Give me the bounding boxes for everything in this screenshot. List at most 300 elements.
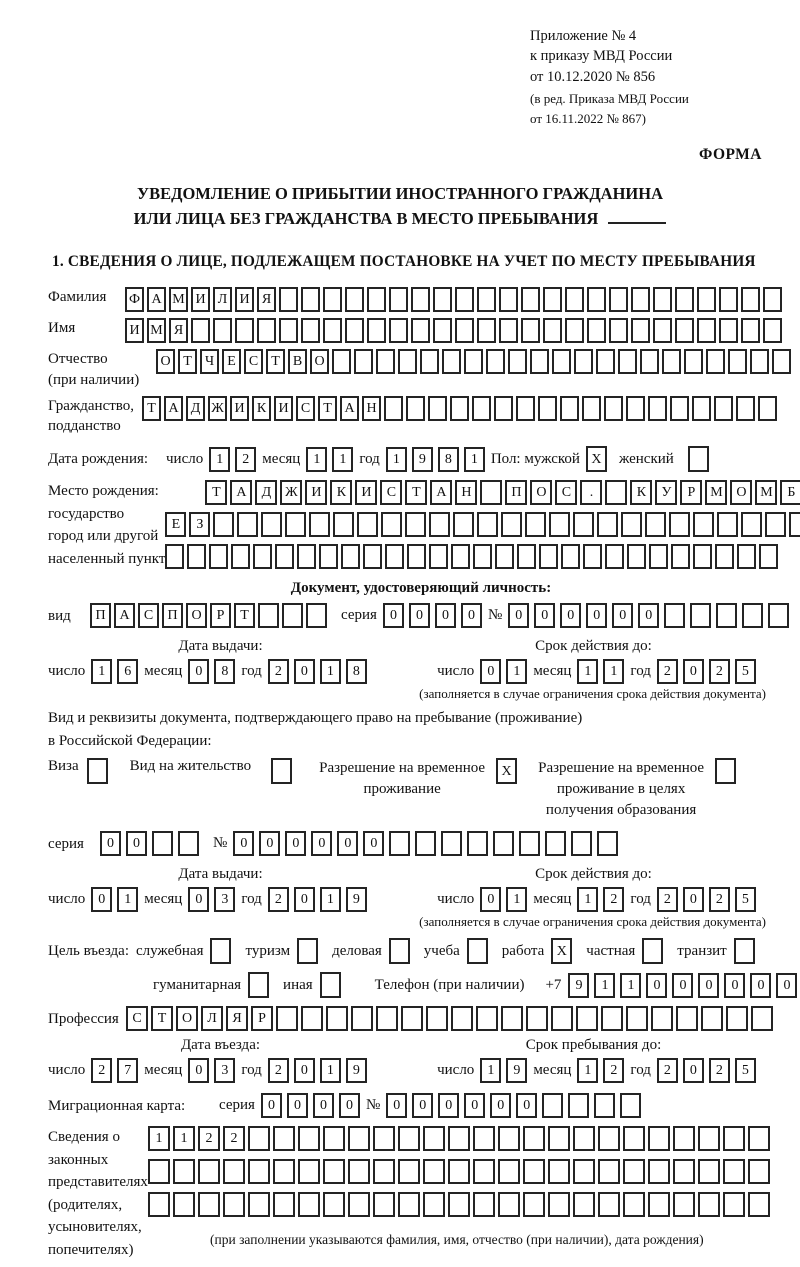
form-cell-empty[interactable] <box>480 480 502 505</box>
form-cell-empty[interactable] <box>501 512 522 537</box>
form-cell-empty[interactable] <box>715 758 736 784</box>
form-cell-filled[interactable]: 0 <box>259 831 280 856</box>
form-cell-filled[interactable]: Е <box>165 512 186 537</box>
form-cell-empty[interactable] <box>389 938 410 964</box>
form-cell-empty[interactable] <box>173 1192 195 1217</box>
form-cell-empty[interactable] <box>723 1159 745 1184</box>
form-cell-empty[interactable] <box>389 287 408 312</box>
form-cell-empty[interactable] <box>348 1126 370 1151</box>
form-cell-empty[interactable] <box>345 287 364 312</box>
form-cell-empty[interactable] <box>597 831 618 856</box>
form-cell-empty[interactable] <box>494 396 513 421</box>
form-cell-empty[interactable] <box>415 831 436 856</box>
form-cell-empty[interactable] <box>376 349 395 374</box>
form-cell-empty[interactable] <box>231 544 250 569</box>
form-cell-empty[interactable] <box>573 1192 595 1217</box>
form-cell-filled[interactable]: 0 <box>612 603 633 628</box>
form-cell-filled[interactable]: 5 <box>735 887 756 912</box>
form-cell-empty[interactable] <box>411 287 430 312</box>
form-cell-empty[interactable] <box>367 287 386 312</box>
form-cell-empty[interactable] <box>406 396 425 421</box>
form-cell-filled[interactable]: С <box>380 480 402 505</box>
form-cell-empty[interactable] <box>560 396 579 421</box>
form-cell-empty[interactable] <box>519 831 540 856</box>
form-cell-empty[interactable] <box>451 544 470 569</box>
form-cell-empty[interactable] <box>433 318 452 343</box>
form-cell-empty[interactable] <box>477 318 496 343</box>
form-cell-empty[interactable] <box>648 1159 670 1184</box>
form-cell-empty[interactable] <box>715 544 734 569</box>
form-cell-filled[interactable]: А <box>430 480 452 505</box>
form-cell-filled[interactable]: 0 <box>294 659 315 684</box>
form-cell-filled[interactable]: 2 <box>91 1058 112 1083</box>
form-cell-empty[interactable] <box>648 1126 670 1151</box>
form-cell-filled[interactable]: 9 <box>346 887 367 912</box>
form-cell-empty[interactable] <box>684 349 703 374</box>
form-cell-empty[interactable] <box>223 1192 245 1217</box>
form-cell-empty[interactable] <box>642 938 663 964</box>
form-cell-filled[interactable]: 9 <box>568 973 589 998</box>
form-cell-filled[interactable]: 0 <box>311 831 332 856</box>
form-cell-filled[interactable]: Р <box>680 480 702 505</box>
form-cell-empty[interactable] <box>467 938 488 964</box>
form-cell-filled[interactable]: 9 <box>506 1058 527 1083</box>
form-cell-empty[interactable] <box>706 349 725 374</box>
form-cell-empty[interactable] <box>565 287 584 312</box>
form-cell-filled[interactable]: Ф <box>125 287 144 312</box>
form-cell-empty[interactable] <box>223 1159 245 1184</box>
form-cell-filled[interactable]: 1 <box>620 973 641 998</box>
form-cell-empty[interactable] <box>594 1093 615 1118</box>
form-cell-empty[interactable] <box>763 318 782 343</box>
form-cell-empty[interactable] <box>426 1006 448 1031</box>
form-cell-empty[interactable] <box>673 1159 695 1184</box>
form-cell-empty[interactable] <box>631 318 650 343</box>
form-cell-filled[interactable]: А <box>230 480 252 505</box>
form-cell-empty[interactable] <box>573 1159 595 1184</box>
form-cell-filled[interactable]: О <box>310 349 329 374</box>
form-cell-filled[interactable]: С <box>138 603 159 628</box>
form-cell-filled[interactable]: И <box>235 287 254 312</box>
form-cell-empty[interactable] <box>508 349 527 374</box>
form-cell-empty[interactable] <box>620 1093 641 1118</box>
form-cell-filled[interactable]: 0 <box>313 1093 334 1118</box>
form-cell-filled[interactable]: 8 <box>214 659 235 684</box>
form-cell-filled[interactable]: 1 <box>480 1058 501 1083</box>
form-cell-empty[interactable] <box>561 544 580 569</box>
form-cell-empty[interactable] <box>698 1159 720 1184</box>
form-cell-filled[interactable]: Н <box>455 480 477 505</box>
form-cell-empty[interactable] <box>213 512 234 537</box>
form-cell-filled[interactable]: 0 <box>750 973 771 998</box>
form-cell-filled[interactable]: И <box>191 287 210 312</box>
form-cell-empty[interactable] <box>441 831 462 856</box>
form-cell-filled[interactable]: Р <box>210 603 231 628</box>
form-cell-empty[interactable] <box>675 318 694 343</box>
form-cell-empty[interactable] <box>420 349 439 374</box>
form-cell-filled[interactable]: 0 <box>480 659 501 684</box>
form-cell-empty[interactable] <box>631 287 650 312</box>
form-cell-empty[interactable] <box>551 1006 573 1031</box>
form-cell-filled[interactable]: 2 <box>235 447 256 472</box>
form-cell-empty[interactable] <box>448 1159 470 1184</box>
form-cell-empty[interactable] <box>623 1159 645 1184</box>
form-cell-empty[interactable] <box>309 512 330 537</box>
form-cell-empty[interactable] <box>688 446 709 472</box>
form-cell-empty[interactable] <box>333 512 354 537</box>
form-cell-empty[interactable] <box>450 396 469 421</box>
form-cell-empty[interactable] <box>326 1006 348 1031</box>
form-cell-empty[interactable] <box>742 603 763 628</box>
form-cell-filled[interactable]: 0 <box>683 659 704 684</box>
form-cell-empty[interactable] <box>609 318 628 343</box>
form-cell-filled[interactable]: 0 <box>461 603 482 628</box>
form-cell-filled[interactable]: 2 <box>709 887 730 912</box>
form-cell-empty[interactable] <box>750 349 769 374</box>
form-cell-empty[interactable] <box>548 1126 570 1151</box>
form-cell-filled[interactable]: С <box>126 1006 148 1031</box>
form-cell-filled[interactable]: Ж <box>208 396 227 421</box>
form-cell-filled[interactable]: 2 <box>603 1058 624 1083</box>
form-cell-filled[interactable]: 1 <box>320 659 341 684</box>
form-cell-filled[interactable]: 0 <box>776 973 797 998</box>
form-cell-empty[interactable] <box>376 1006 398 1031</box>
form-cell-empty[interactable] <box>701 1006 723 1031</box>
form-cell-empty[interactable] <box>605 544 624 569</box>
form-cell-filled[interactable]: Т <box>234 603 255 628</box>
form-cell-filled[interactable]: 2 <box>657 1058 678 1083</box>
form-cell-filled[interactable]: П <box>505 480 527 505</box>
form-cell-empty[interactable] <box>538 396 557 421</box>
form-cell-filled[interactable]: Т <box>178 349 197 374</box>
form-cell-empty[interactable] <box>178 831 199 856</box>
form-cell-filled[interactable]: 0 <box>534 603 555 628</box>
form-cell-empty[interactable] <box>381 512 402 537</box>
form-cell-filled[interactable]: 1 <box>320 887 341 912</box>
form-cell-empty[interactable] <box>523 1159 545 1184</box>
form-cell-empty[interactable] <box>526 1006 548 1031</box>
form-cell-empty[interactable] <box>664 603 685 628</box>
form-cell-empty[interactable] <box>405 512 426 537</box>
form-cell-filled[interactable]: 2 <box>709 1058 730 1083</box>
form-cell-empty[interactable] <box>213 318 232 343</box>
form-cell-filled[interactable]: М <box>169 287 188 312</box>
form-cell-empty[interactable] <box>271 758 292 784</box>
form-cell-filled[interactable]: 1 <box>506 887 527 912</box>
form-cell-filled[interactable]: 0 <box>672 973 693 998</box>
form-cell-filled[interactable]: 3 <box>214 1058 235 1083</box>
form-cell-empty[interactable] <box>373 1159 395 1184</box>
form-cell-empty[interactable] <box>626 1006 648 1031</box>
form-cell-empty[interactable] <box>373 1126 395 1151</box>
form-cell-empty[interactable] <box>582 396 601 421</box>
form-cell-empty[interactable] <box>455 287 474 312</box>
form-cell-empty[interactable] <box>306 603 327 628</box>
form-cell-filled[interactable]: 2 <box>657 659 678 684</box>
form-cell-empty[interactable] <box>398 1126 420 1151</box>
form-cell-empty[interactable] <box>523 1192 545 1217</box>
form-cell-empty[interactable] <box>748 1159 770 1184</box>
form-cell-empty[interactable] <box>772 349 791 374</box>
form-cell-empty[interactable] <box>209 544 228 569</box>
form-cell-empty[interactable] <box>237 512 258 537</box>
form-cell-empty[interactable] <box>398 1192 420 1217</box>
form-cell-filled[interactable]: Т <box>205 480 227 505</box>
form-cell-filled[interactable]: Н <box>362 396 381 421</box>
form-cell-empty[interactable] <box>448 1192 470 1217</box>
form-cell-empty[interactable] <box>401 1006 423 1031</box>
form-cell-empty[interactable] <box>676 1006 698 1031</box>
form-cell-filled[interactable]: А <box>164 396 183 421</box>
form-cell-empty[interactable] <box>748 1126 770 1151</box>
form-cell-empty[interactable] <box>623 1126 645 1151</box>
form-cell-filled[interactable]: 1 <box>577 887 598 912</box>
form-cell-empty[interactable] <box>210 938 231 964</box>
form-cell-empty[interactable] <box>297 544 316 569</box>
form-cell-empty[interactable] <box>198 1192 220 1217</box>
form-cell-empty[interactable] <box>348 1159 370 1184</box>
form-cell-empty[interactable] <box>601 1006 623 1031</box>
form-cell-filled[interactable]: В <box>288 349 307 374</box>
form-cell-empty[interactable] <box>574 349 593 374</box>
form-cell-empty[interactable] <box>741 318 760 343</box>
form-cell-empty[interactable] <box>429 544 448 569</box>
form-cell-empty[interactable] <box>789 512 800 537</box>
form-cell-empty[interactable] <box>301 287 320 312</box>
form-cell-filled[interactable]: Я <box>169 318 188 343</box>
form-cell-filled[interactable]: Т <box>266 349 285 374</box>
form-cell-empty[interactable] <box>428 396 447 421</box>
form-cell-empty[interactable] <box>734 938 755 964</box>
form-cell-empty[interactable] <box>698 1126 720 1151</box>
form-cell-empty[interactable] <box>332 349 351 374</box>
form-cell-filled[interactable]: 5 <box>735 1058 756 1083</box>
form-cell-filled[interactable]: 0 <box>386 1093 407 1118</box>
form-cell-empty[interactable] <box>741 287 760 312</box>
form-cell-filled[interactable]: Ч <box>200 349 219 374</box>
form-cell-filled[interactable]: К <box>330 480 352 505</box>
form-cell-empty[interactable] <box>662 349 681 374</box>
form-cell-filled[interactable]: 0 <box>638 603 659 628</box>
form-cell-empty[interactable] <box>323 318 342 343</box>
form-cell-empty[interactable] <box>623 1192 645 1217</box>
form-cell-empty[interactable] <box>583 544 602 569</box>
form-cell-empty[interactable] <box>407 544 426 569</box>
form-cell-empty[interactable] <box>693 512 714 537</box>
form-cell-empty[interactable] <box>697 287 716 312</box>
form-cell-empty[interactable] <box>768 603 789 628</box>
form-cell-empty[interactable] <box>148 1159 170 1184</box>
form-cell-empty[interactable] <box>648 1192 670 1217</box>
form-cell-filled[interactable]: Л <box>201 1006 223 1031</box>
form-cell-empty[interactable] <box>748 1192 770 1217</box>
form-cell-empty[interactable] <box>618 349 637 374</box>
form-cell-filled[interactable]: З <box>189 512 210 537</box>
form-cell-filled[interactable]: Я <box>226 1006 248 1031</box>
form-cell-filled[interactable]: 0 <box>409 603 430 628</box>
form-cell-filled[interactable]: Т <box>151 1006 173 1031</box>
form-cell-empty[interactable] <box>354 349 373 374</box>
form-cell-empty[interactable] <box>273 1159 295 1184</box>
form-cell-filled[interactable]: О <box>176 1006 198 1031</box>
form-cell-filled[interactable]: X <box>586 446 607 472</box>
form-cell-filled[interactable]: X <box>496 758 517 784</box>
form-cell-empty[interactable] <box>719 287 738 312</box>
form-cell-empty[interactable] <box>609 287 628 312</box>
form-cell-empty[interactable] <box>389 318 408 343</box>
form-cell-empty[interactable] <box>605 480 627 505</box>
form-cell-filled[interactable]: С <box>296 396 315 421</box>
form-cell-empty[interactable] <box>587 287 606 312</box>
form-cell-filled[interactable]: 0 <box>724 973 745 998</box>
form-cell-filled[interactable]: 8 <box>346 659 367 684</box>
form-cell-empty[interactable] <box>499 318 518 343</box>
form-cell-filled[interactable]: X <box>551 938 572 964</box>
form-cell-filled[interactable]: 0 <box>261 1093 282 1118</box>
form-cell-empty[interactable] <box>539 544 558 569</box>
form-cell-empty[interactable] <box>763 287 782 312</box>
form-cell-filled[interactable]: А <box>147 287 166 312</box>
form-cell-empty[interactable] <box>385 544 404 569</box>
form-cell-filled[interactable]: 8 <box>438 447 459 472</box>
form-cell-filled[interactable]: 0 <box>100 831 121 856</box>
form-cell-empty[interactable] <box>499 287 518 312</box>
form-cell-filled[interactable]: Я <box>257 287 276 312</box>
form-cell-empty[interactable] <box>285 512 306 537</box>
form-cell-filled[interactable]: П <box>90 603 111 628</box>
form-cell-filled[interactable]: 9 <box>346 1058 367 1083</box>
form-cell-filled[interactable]: 0 <box>287 1093 308 1118</box>
form-cell-empty[interactable] <box>448 1126 470 1151</box>
form-cell-filled[interactable]: И <box>230 396 249 421</box>
form-cell-empty[interactable] <box>433 287 452 312</box>
form-cell-empty[interactable] <box>698 1192 720 1217</box>
form-cell-empty[interactable] <box>298 1126 320 1151</box>
form-cell-empty[interactable] <box>341 544 360 569</box>
form-cell-empty[interactable] <box>411 318 430 343</box>
form-cell-filled[interactable]: 6 <box>117 659 138 684</box>
form-cell-empty[interactable] <box>273 1126 295 1151</box>
form-cell-empty[interactable] <box>323 287 342 312</box>
form-cell-empty[interactable] <box>728 349 747 374</box>
form-cell-filled[interactable]: М <box>755 480 777 505</box>
form-cell-filled[interactable]: Е <box>222 349 241 374</box>
form-cell-empty[interactable] <box>573 512 594 537</box>
form-cell-filled[interactable]: И <box>355 480 377 505</box>
form-cell-empty[interactable] <box>323 1192 345 1217</box>
form-cell-empty[interactable] <box>653 318 672 343</box>
form-cell-empty[interactable] <box>495 544 514 569</box>
form-cell-empty[interactable] <box>692 396 711 421</box>
form-cell-filled[interactable]: Ж <box>280 480 302 505</box>
form-cell-filled[interactable]: 1 <box>209 447 230 472</box>
form-cell-empty[interactable] <box>472 396 491 421</box>
form-cell-empty[interactable] <box>723 1126 745 1151</box>
form-cell-empty[interactable] <box>565 318 584 343</box>
form-cell-filled[interactable]: С <box>244 349 263 374</box>
form-cell-empty[interactable] <box>345 318 364 343</box>
form-cell-empty[interactable] <box>248 1192 270 1217</box>
form-cell-empty[interactable] <box>248 972 269 998</box>
form-cell-filled[interactable]: 2 <box>709 659 730 684</box>
form-cell-empty[interactable] <box>384 396 403 421</box>
form-cell-filled[interactable]: 0 <box>464 1093 485 1118</box>
form-cell-filled[interactable]: Б <box>780 480 800 505</box>
form-cell-filled[interactable]: . <box>580 480 602 505</box>
form-cell-empty[interactable] <box>759 544 778 569</box>
form-cell-empty[interactable] <box>651 1006 673 1031</box>
form-cell-empty[interactable] <box>573 1126 595 1151</box>
form-cell-empty[interactable] <box>253 544 272 569</box>
form-cell-empty[interactable] <box>640 349 659 374</box>
form-cell-filled[interactable]: 0 <box>490 1093 511 1118</box>
form-cell-empty[interactable] <box>398 1159 420 1184</box>
form-cell-empty[interactable] <box>717 512 738 537</box>
form-cell-filled[interactable]: 2 <box>268 887 289 912</box>
form-cell-empty[interactable] <box>751 1006 773 1031</box>
form-cell-filled[interactable]: Т <box>142 396 161 421</box>
form-cell-empty[interactable] <box>673 1126 695 1151</box>
form-cell-empty[interactable] <box>649 544 668 569</box>
form-cell-filled[interactable]: 2 <box>268 659 289 684</box>
form-cell-filled[interactable]: Р <box>251 1006 273 1031</box>
form-cell-empty[interactable] <box>530 349 549 374</box>
form-cell-empty[interactable] <box>693 544 712 569</box>
form-cell-empty[interactable] <box>542 1093 563 1118</box>
form-cell-filled[interactable]: 0 <box>188 1058 209 1083</box>
form-cell-empty[interactable] <box>670 396 689 421</box>
form-cell-filled[interactable]: 3 <box>214 887 235 912</box>
form-cell-filled[interactable]: 1 <box>386 447 407 472</box>
form-cell-filled[interactable]: 1 <box>320 1058 341 1083</box>
form-cell-filled[interactable]: 1 <box>577 659 598 684</box>
form-cell-empty[interactable] <box>716 603 737 628</box>
form-cell-filled[interactable]: 1 <box>506 659 527 684</box>
form-cell-filled[interactable]: 0 <box>435 603 456 628</box>
form-cell-empty[interactable] <box>736 396 755 421</box>
form-cell-empty[interactable] <box>726 1006 748 1031</box>
form-cell-empty[interactable] <box>627 544 646 569</box>
form-cell-empty[interactable] <box>279 318 298 343</box>
form-cell-empty[interactable] <box>549 512 570 537</box>
form-cell-empty[interactable] <box>675 287 694 312</box>
form-cell-filled[interactable]: А <box>114 603 135 628</box>
form-cell-empty[interactable] <box>626 396 645 421</box>
form-cell-filled[interactable]: К <box>630 480 652 505</box>
form-cell-filled[interactable]: О <box>186 603 207 628</box>
form-cell-empty[interactable] <box>493 831 514 856</box>
form-cell-empty[interactable] <box>671 544 690 569</box>
form-cell-empty[interactable] <box>473 1159 495 1184</box>
form-cell-filled[interactable]: О <box>730 480 752 505</box>
form-cell-empty[interactable] <box>737 544 756 569</box>
form-cell-empty[interactable] <box>525 512 546 537</box>
form-cell-empty[interactable] <box>152 831 173 856</box>
form-cell-empty[interactable] <box>498 1192 520 1217</box>
form-cell-filled[interactable]: 0 <box>285 831 306 856</box>
form-cell-empty[interactable] <box>548 1159 570 1184</box>
form-cell-empty[interactable] <box>429 512 450 537</box>
form-cell-filled[interactable]: 0 <box>294 887 315 912</box>
form-cell-empty[interactable] <box>279 287 298 312</box>
form-cell-empty[interactable] <box>235 318 254 343</box>
form-cell-empty[interactable] <box>442 349 461 374</box>
form-cell-filled[interactable]: 0 <box>560 603 581 628</box>
form-cell-filled[interactable]: 1 <box>332 447 353 472</box>
form-cell-filled[interactable]: 0 <box>363 831 384 856</box>
form-cell-empty[interactable] <box>498 1126 520 1151</box>
form-cell-empty[interactable] <box>543 318 562 343</box>
